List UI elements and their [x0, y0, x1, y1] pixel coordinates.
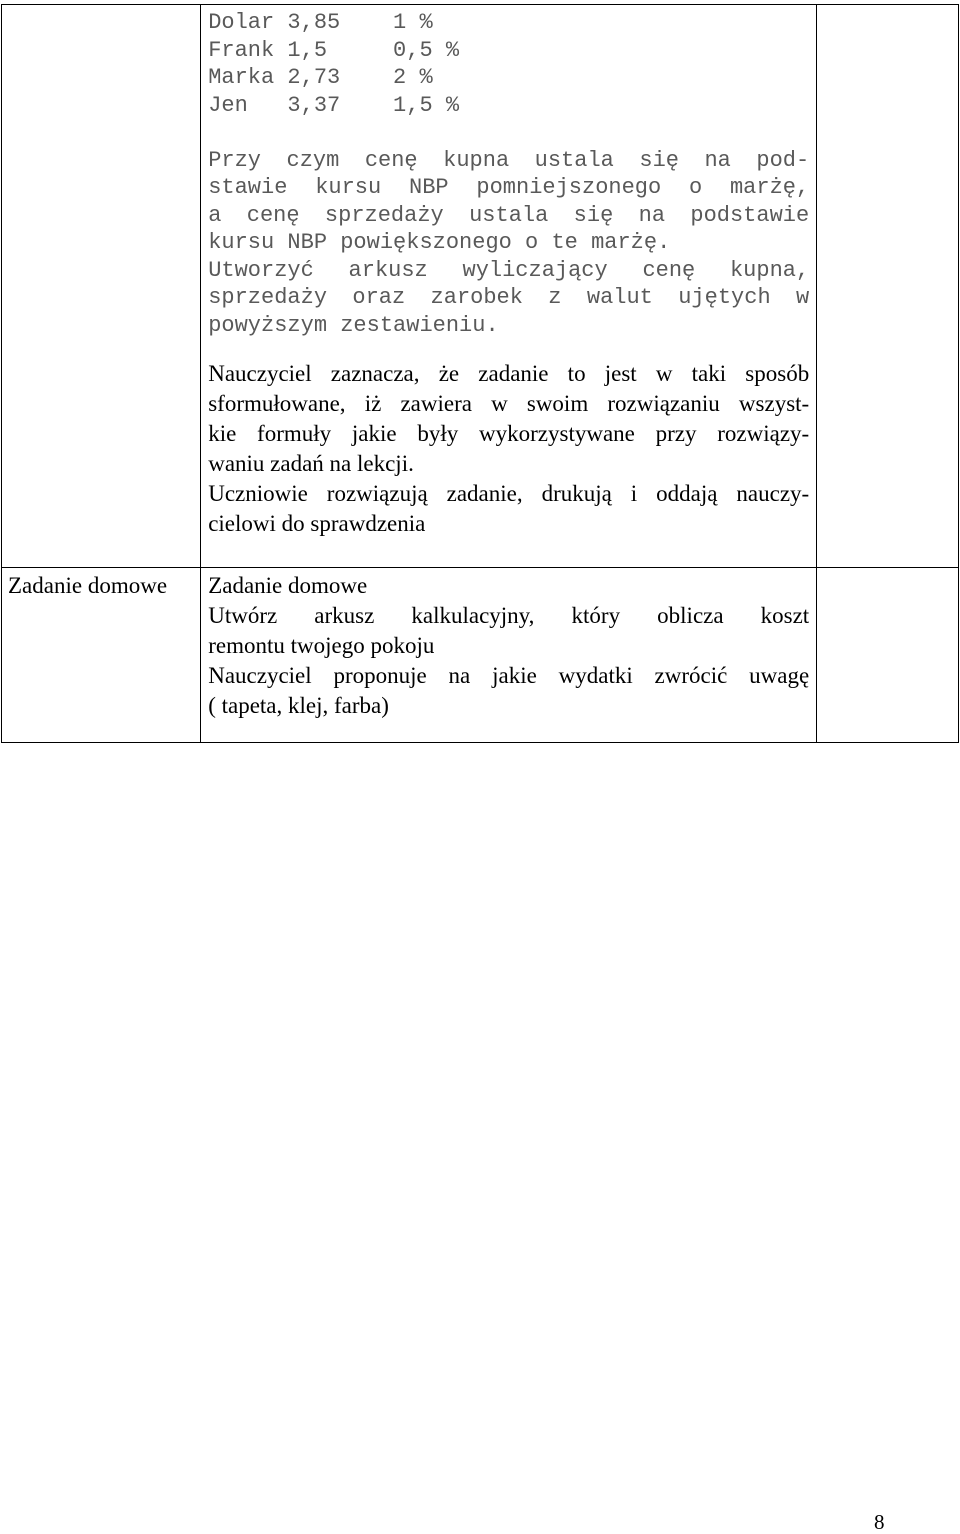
lesson-row-homework	[2, 568, 959, 743]
student-note-line: cielowi do sprawdzenia	[208, 511, 426, 536]
currency-rate: 2,73	[287, 65, 341, 90]
teacher-note-line: kie formuły jakie były wykorzystywane przy rozwiązy-	[208, 421, 810, 446]
currency-row-marka	[208, 64, 810, 92]
homework-task-line: remontu twojego pokoju	[208, 633, 435, 658]
homework-row-label: Zadanie domowe	[8, 573, 168, 598]
homework-teacher-line: ( tapeta, klej, farba)	[208, 693, 389, 718]
teacher-note	[201, 359, 815, 539]
currency-rate: 3,85	[287, 10, 341, 35]
lesson-plan-table	[1, 4, 959, 743]
task-line: stawie kursu NBP pomniejszonego o marżę,	[208, 175, 810, 200]
teacher-note-line: Nauczyciel zaznacza, że zadanie to jest w taki sposób	[208, 361, 810, 386]
currency-name: Frank	[208, 37, 275, 63]
currency-row-frank	[208, 37, 810, 65]
currency-margin: 1,5 %	[393, 92, 460, 118]
task-line: a cenę sprzedaży ustala się na podstawie	[208, 202, 810, 228]
currency-rate: 3,37	[287, 92, 341, 118]
currency-margin: 2 %	[393, 65, 433, 90]
content-cell-homework	[201, 568, 817, 743]
teacher-note-line: sformułowane, iż zawiera w swoim rozwiązaniu wszyst-	[208, 391, 810, 416]
task-line: Utworzyć arkusz wyliczający cenę kupna,	[208, 257, 810, 283]
lesson-row-exercise	[2, 5, 959, 568]
currency-row-jen	[208, 92, 810, 120]
currency-name: Jen	[208, 92, 248, 118]
currency-name: Marka	[208, 65, 275, 90]
stage-cell-homework	[2, 568, 201, 743]
exercise-task-text	[208, 147, 809, 340]
homework-heading: Zadanie domowe	[208, 573, 368, 598]
exercise-monospace-block	[201, 5, 816, 339]
task-line: sprzedaży oraz zarobek z walut ujętych w	[208, 285, 810, 310]
currency-margin: 0,5 %	[393, 37, 460, 63]
task-line: powyższym zestawieniu.	[208, 312, 499, 338]
homework-teacher-line: Nauczyciel proponuje na jakie wydatki zwrócić uwagę	[208, 663, 810, 688]
currency-name: Dolar	[208, 10, 275, 35]
page-number: 8	[874, 1510, 885, 1534]
content-cell-exercise	[201, 5, 817, 568]
student-note-line: Uczniowie rozwiązują zadanie, drukują i oddają nauczy-	[208, 481, 810, 506]
currency-row-dolar	[208, 9, 810, 37]
notes-cell-homework	[816, 568, 958, 743]
homework-content	[201, 568, 815, 721]
currency-rate: 1,5	[287, 37, 328, 63]
teacher-note-line: waniu zadań na lekcji.	[208, 451, 414, 476]
homework-task-line: Utwórz arkusz kalkulacyjny, który oblicza koszt	[208, 603, 810, 628]
task-line: Przy czym cenę kupna ustala się na pod-	[208, 147, 810, 173]
notes-cell-empty	[816, 5, 958, 568]
task-line: kursu NBP powiększonego o te marżę.	[208, 230, 671, 255]
currency-margin: 1 %	[393, 10, 433, 35]
stage-cell-empty	[2, 5, 201, 568]
